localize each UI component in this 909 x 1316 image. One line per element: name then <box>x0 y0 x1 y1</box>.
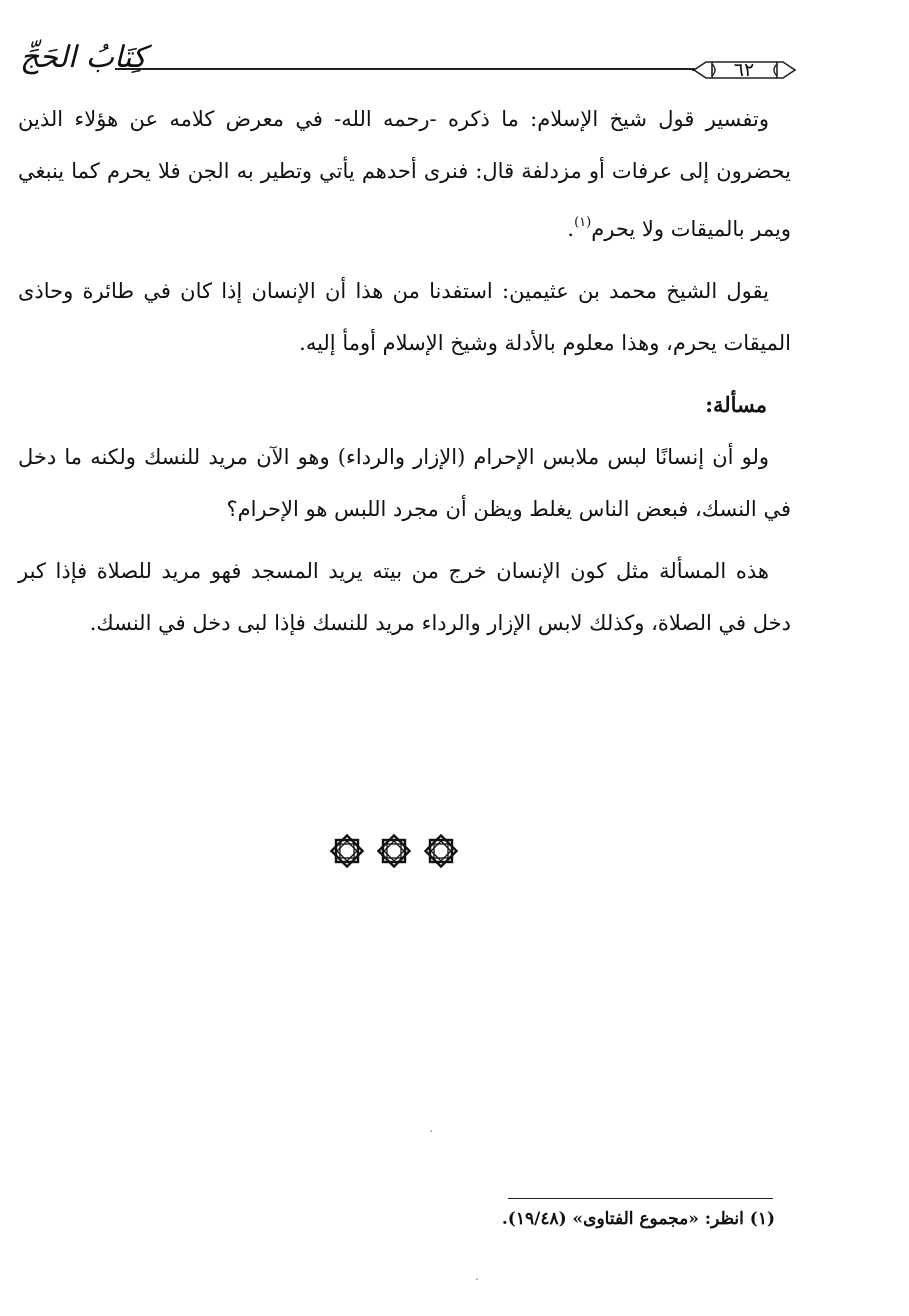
paragraph-2 <box>18 265 791 369</box>
header-rule <box>115 68 695 70</box>
footnote-marker: (١) <box>574 215 592 230</box>
paragraph-line: دخل في الصلاة، وكذلك لابس الإزار والرداء مريد للنسك فإذا لبى دخل في النسك. <box>89 611 791 635</box>
section-heading: مسألة: <box>705 392 767 417</box>
footnote: (١) انظر: «مجموع الفتاوى» (١٩/٤٨). <box>501 1209 775 1229</box>
eight-point-star-icon <box>375 832 413 870</box>
footnote-rule <box>508 1198 773 1199</box>
paragraph-line: ولو أن إنسانًا لبس ملابس الإحرام (الإزار والرداء) وهو الآن مريد للنسك ولكنه <box>90 445 769 469</box>
question-paragraph <box>18 431 791 535</box>
page-header <box>20 40 795 100</box>
scan-speck <box>430 1130 432 1132</box>
paragraph-line: وتفسير قول شيخ الإسلام: ما ذكره -رحمه الله- في معرض كلامه عن هؤلاء <box>74 107 769 131</box>
paragraph-line: هذه المسألة مثل كون الإنسان خرج من بيته يريد المسجد فهو مريد للصلاة فإذا كبر <box>18 559 769 583</box>
scan-speck <box>476 1278 478 1280</box>
paragraph-line: يقول الشيخ محمد بن عثيمين: استفدنا من هذا أن الإنسان إذا كان في طائرة وحاذى <box>18 279 769 303</box>
answer-paragraph <box>18 545 791 649</box>
paragraph-line: الذين يحضرون إلى عرفات أو مزدلفة قال: فنرى أحدهم يأتي وتطير به الجن فلا يحرم <box>18 107 791 183</box>
paragraph-line: الميقات يحرم، وهذا معلوم بالأدلة وشيخ الإسلام أومأ إليه. <box>299 331 791 355</box>
eight-point-star-icon <box>422 832 460 870</box>
eight-point-star-icon <box>328 832 366 870</box>
main-text <box>18 93 791 659</box>
paragraph-line: كما ينبغي ويمر بالميقات ولا يحرم <box>18 159 791 241</box>
page-number-frame <box>692 58 797 82</box>
section-ornament <box>328 832 468 872</box>
page-number: ٦٢ <box>733 59 755 81</box>
book-title: كِتَابُ الحَجِّ <box>20 40 147 75</box>
paragraph-1: وتفسير قول شيخ الإسلام: ما ذكره -رحمه الله- في معرض كلامه عن هؤلاء الذين يحضرون إلى عرفات أو مزدلفة قال: فنرى أحدهم يأتي وتطير به الجن فلا يحرم كما ينبغي ويمر بالميقات ولا يحرم$^{(١)}$. <box>18 107 791 241</box>
paragraph-line: ما دخل في النسك، فبعض الناس يغلط ويظن أن مجرد اللبس هو الإحرام؟ <box>18 445 791 521</box>
